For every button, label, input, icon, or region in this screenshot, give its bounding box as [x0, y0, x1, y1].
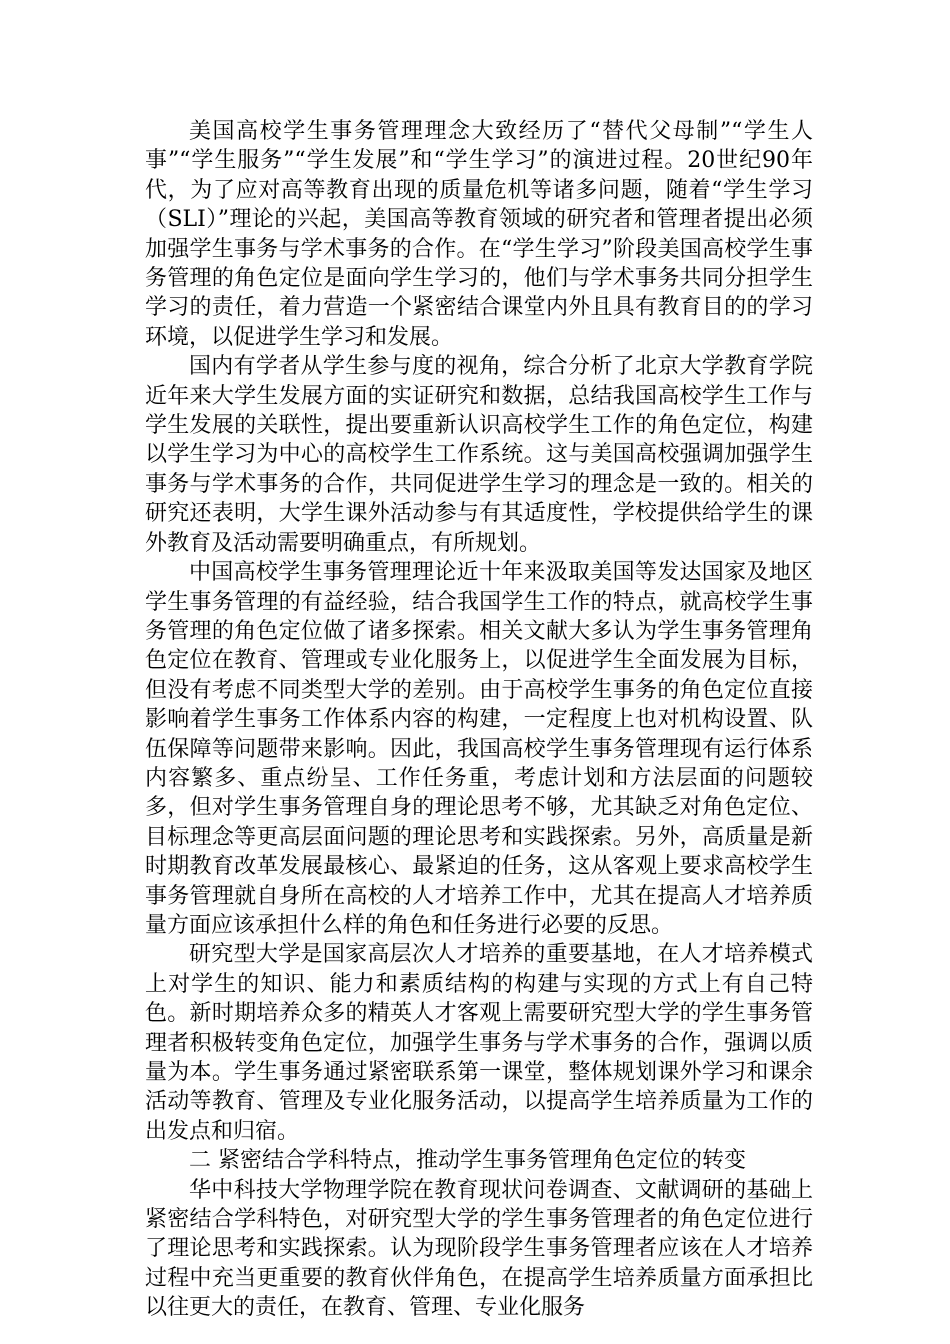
body-paragraph-5: 华中科技大学物理学院在教育现状问卷调查、文献调研的基础上紧密结合学科特色，对研究型大学的学生事务管理者的角色定位进行了理论思考和实践探索。认为现阶段学生事务管理者应该在人才培养过程中充当更重要的教育伙伴角色，在提高学生培养质量方面承担比以往更大的责任，在教育、管理、专业化服务 [145, 1177, 813, 1321]
document-page [145, 117, 813, 1323]
body-paragraph-3: 中国高校学生事务管理理论近十年来汲取美国等发达国家及地区学生事务管理的有益经验，结合我国学生工作的特点，就高校学生事务管理的角色定位做了诸多探索。相关文献大多认为学生事务管理角色定位在教育、管理或专业化服务上，以促进学生全面发展为目标，但没有考虑不同类型大学的差别。由于高校学生事务的角色定位直接影响着学生事务工作体系内容的构建，一定程度上也对机构设置、队伍保障等问题带来影响。因此，我国高校学生事务管理现有运行体系内容繁多、重点纷呈、工作任务重，考虑计划和方法层面的问题较多，但对学生事务管理自身的理论思考不够，尤其缺乏对角色定位、目标理念等更高层面问题的理论思考和实践探索。另外，高质量是新时期教育改革发展最核心、最紧迫的任务，这从客观上要求高校学生事务管理就自身所在高校的人才培养工作中，尤其在提高人才培养质量方面应该承担什么样的角色和任务进行必要的反思。 [145, 560, 813, 938]
body-paragraph-1: 美国高校学生事务管理理念大致经历了“替代父母制”“学生人事”“学生服务”“学生发展”和“学生学习”的演进过程。20世纪90年代，为了应对高等教育出现的质量危机等诸多问题，随着“学生学习（SLI）”理论的兴起，美国高等教育领域的研究者和管理者提出必须加强学生事务与学术事务的合作。在“学生学习”阶段美国高校学生事务管理的角色定位是面向学生学习的，他们与学术事务共同分担学生学习的责任，着力营造一个紧密结合课堂内外且具有教育目的的学习环境，以促进学生学习和发展。 [145, 119, 813, 350]
section-heading: 二 紧密结合学科特点，推动学生事务管理角色定位的转变 [189, 1148, 746, 1174]
body-paragraph-4: 研究型大学是国家高层次人才培养的重要基地，在人才培养模式上对学生的知识、能力和素质结构的构建与实现的方式上有自己特色。新时期培养众多的精英人才客观上需要研究型大学的学生事务管理者积极转变角色定位，加强学生事务与学术事务的合作，强调以质量为本。学生事务通过紧密联系第一课堂，整体规划课外学习和课余活动等教育、管理及专业化服务活动，以提高学生培养质量为工作的出发点和归宿。 [145, 942, 813, 1144]
body-paragraph-2: 国内有学者从学生参与度的视角，综合分析了北京大学教育学院近年来大学生发展方面的实证研究和数据，总结我国高校学生工作与学生发展的关联性，提出要重新认识高校学生工作的角色定位，构建以学生学习为中心的高校学生工作系统。这与美国高校强调加强学生事务与学术事务的合作，共同促进学生学习的理念是一致的。相关的研究还表明，大学生课外活动参与有其适度性，学校提供给学生的课外教育及活动需要明确重点，有所规划。 [145, 354, 813, 556]
